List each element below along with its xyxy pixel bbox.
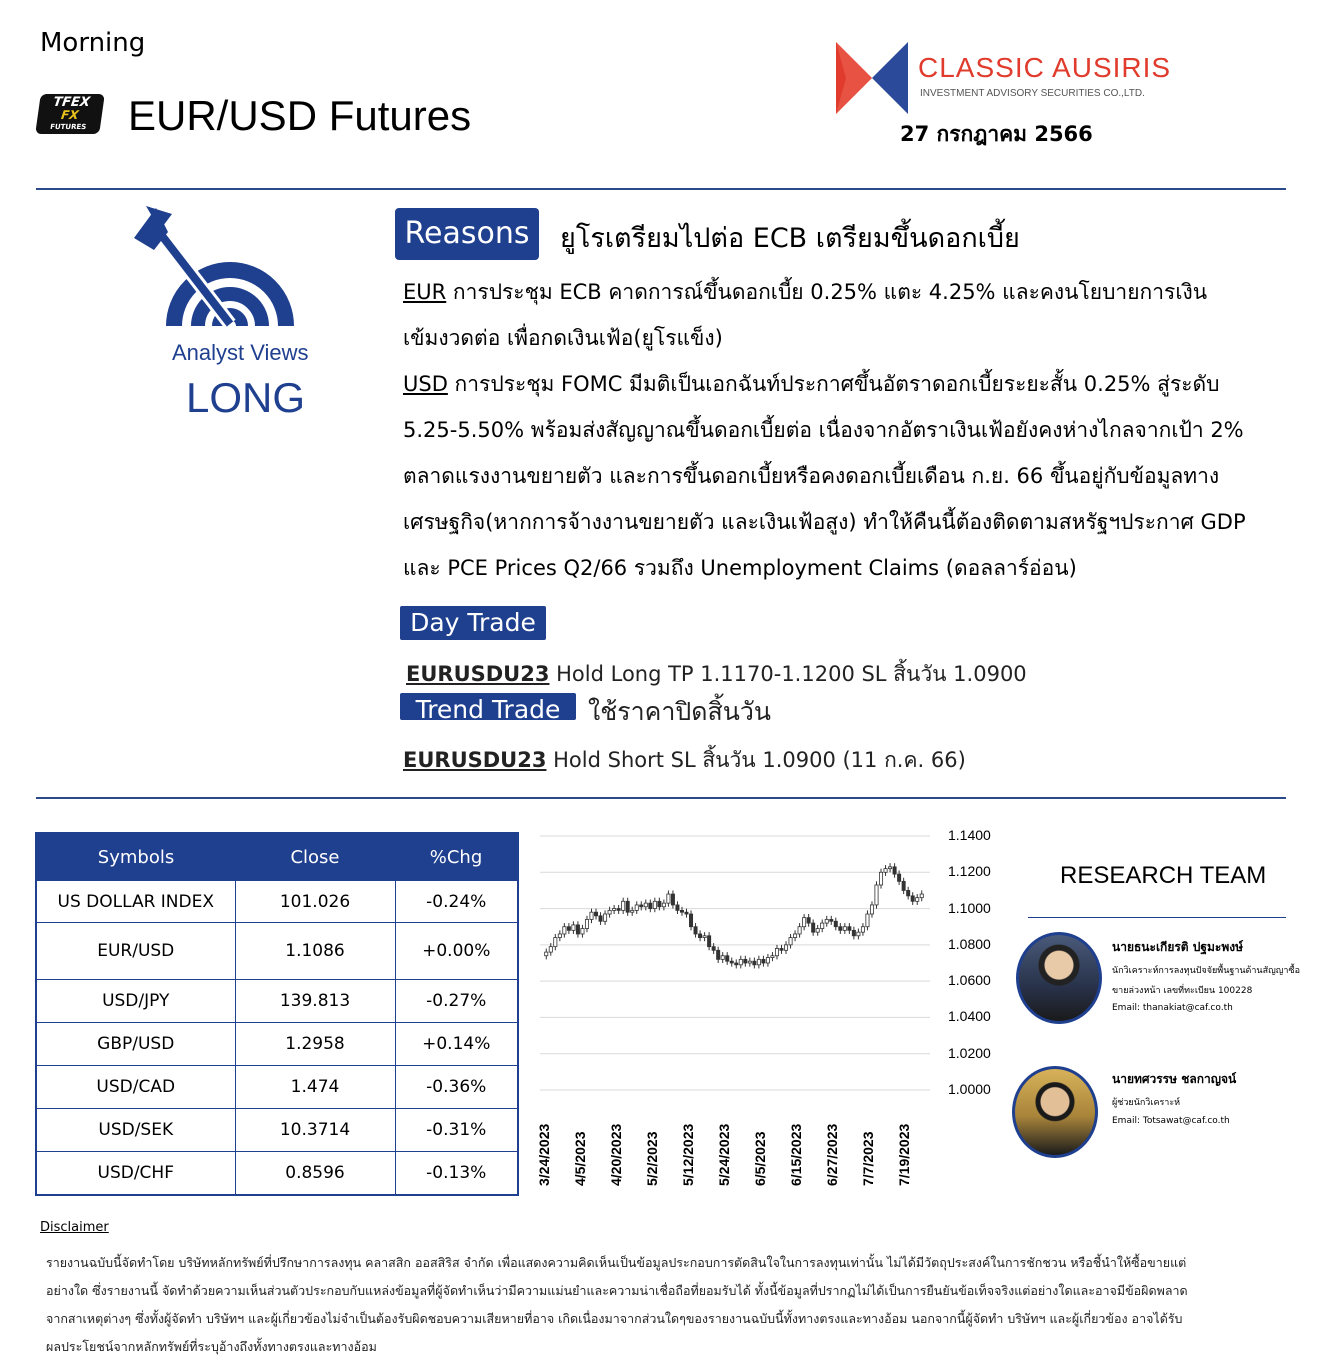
- candlestick: [834, 918, 837, 931]
- x-tick-label: 7/7/2023: [860, 1131, 876, 1186]
- x-tick-label: 6/15/2023: [788, 1123, 804, 1186]
- brand-logo-mark: [836, 42, 908, 114]
- section-divider: [36, 797, 1286, 799]
- candlestick: [685, 909, 688, 918]
- candlestick: [780, 945, 783, 954]
- header-divider: [36, 188, 1286, 190]
- cell-symbol: EUR/USD: [36, 923, 235, 980]
- candlestick: [717, 947, 720, 963]
- cell-close: 101.026: [235, 881, 395, 923]
- cell-symbol: US DOLLAR INDEX: [36, 881, 235, 923]
- candlestick: [907, 887, 910, 900]
- cell-chg: -0.13%: [395, 1152, 518, 1195]
- candlestick: [694, 923, 697, 938]
- candlestick: [748, 958, 751, 967]
- x-tick-label: 4/5/2023: [572, 1131, 588, 1186]
- candlestick: [635, 901, 638, 914]
- cell-symbol: GBP/USD: [36, 1023, 235, 1066]
- candlestick: [576, 921, 579, 937]
- candlestick: [730, 958, 733, 967]
- candlestick: [726, 952, 729, 965]
- candlestick: [567, 923, 570, 934]
- candlestick: [703, 932, 706, 941]
- candlestick: [848, 923, 851, 934]
- y-tick-label: 1.0000: [948, 1081, 991, 1097]
- member-name: นายธนะเกียรติ ปฐมะพงษ์: [1112, 940, 1244, 954]
- reasons-tag: Reasons: [395, 208, 539, 260]
- candlestick: [870, 901, 873, 917]
- table-row: [36, 1023, 518, 1066]
- candlestick: [866, 910, 869, 930]
- trend-trade-symbol: EURUSDU23: [403, 748, 547, 772]
- y-tick-label: 1.1400: [948, 827, 991, 843]
- candlestick: [744, 956, 747, 967]
- candlestick: [807, 914, 810, 927]
- candlestick: [735, 959, 738, 968]
- col-close: Close: [235, 833, 395, 881]
- candlestick: [911, 892, 914, 905]
- usd-reason-line-4: เศรษฐกิจ(หากการจ้างงานขยายตัว และเงินเฟ้อสูง) ทำให้คืนนี้ต้องติดตามสหรัฐฯประกาศ GDP: [403, 510, 1246, 534]
- candlestick: [594, 909, 597, 920]
- usd-reason-line-5: และ PCE Prices Q2/66 รวมถึง Unemployment Claims (ดอลลาร์อ่อน): [403, 556, 1077, 580]
- candlestick: [667, 890, 670, 906]
- candlestick: [812, 919, 815, 935]
- candlestick: [753, 958, 756, 969]
- brand-name: CLASSIC AUSIRIS: [918, 52, 1172, 83]
- cell-close: 0.8596: [235, 1152, 395, 1195]
- candlestick: [599, 912, 602, 925]
- candlestick: [626, 898, 629, 916]
- candlestick: [617, 905, 620, 914]
- y-tick-label: 1.0800: [948, 935, 991, 952]
- report-date: 27 กรกฎาคม 2566: [900, 122, 1093, 146]
- avatar: [1016, 932, 1102, 1024]
- trend-trade-tag: Trend Trade: [400, 693, 576, 720]
- member-email: Email: Totsawat@caf.co.th: [1112, 1116, 1230, 1126]
- candlestick: [671, 890, 674, 908]
- cell-chg: -0.24%: [395, 881, 518, 923]
- col-symbols: Symbols: [36, 833, 235, 881]
- candlestick: [676, 901, 679, 914]
- x-tick-label: 6/27/2023: [824, 1123, 840, 1186]
- member-role-2: ขายล่วงหน้า เลขที่ทะเบียน 100228: [1112, 986, 1253, 996]
- usd-reason-line-1: USD การประชุม FOMC มีมติเป็นเอกฉันท์ประกาศขึ้นอัตราดอกเบี้ยระยะสั้น 0.25% สู่ระดับ: [403, 372, 1220, 396]
- candlestick: [762, 956, 765, 967]
- cell-chg: +0.14%: [395, 1023, 518, 1066]
- target-dart-icon: [134, 206, 326, 336]
- candlestick: [563, 923, 566, 938]
- candlestick: [893, 863, 896, 878]
- cell-chg: -0.36%: [395, 1066, 518, 1109]
- candlestick: [816, 925, 819, 936]
- candlestick: [793, 930, 796, 941]
- candlestick: [830, 916, 833, 925]
- candlestick: [771, 952, 774, 961]
- candlestick: [861, 923, 864, 936]
- candlestick: [879, 869, 882, 889]
- cell-close: 1.1086: [235, 923, 395, 980]
- table-row: [36, 1152, 518, 1195]
- y-tick-label: 1.1000: [948, 899, 991, 916]
- x-tick-label: 6/5/2023: [752, 1131, 768, 1186]
- candlestick: [698, 930, 701, 941]
- y-tick-label: 1.0400: [948, 1008, 991, 1025]
- x-tick-label: 4/20/2023: [608, 1123, 624, 1186]
- trend-trade-note: ใช้ราคาปิดสิ้นวัน: [588, 697, 771, 726]
- eurusd-candlestick-chart: [540, 830, 930, 1100]
- research-team-title: RESEARCH TEAM: [1060, 862, 1267, 889]
- table-row: [36, 980, 518, 1023]
- disclaimer-title: Disclaimer: [40, 1220, 109, 1235]
- x-tick-label: 3/24/2023: [536, 1123, 552, 1186]
- eur-reason-line-1: EUR การประชุม ECB คาดการณ์ขึ้นดอกเบี้ย 0.25% แตะ 4.25% และคงนโยบายการเงิน: [403, 280, 1208, 304]
- analyst-views-label: Analyst Views: [172, 340, 309, 365]
- candlestick: [757, 956, 760, 969]
- col-chg: %Chg: [395, 833, 518, 881]
- candlestick: [653, 898, 656, 913]
- cell-close: 10.3714: [235, 1109, 395, 1152]
- day-trade-line: EURUSDU23 Hold Long TP 1.1170-1.1200 SL สิ้นวัน 1.0900: [406, 662, 1027, 686]
- eur-reason-line-2: เข้มงวดต่อ เพื่อกดเงินเฟ้อ(ยูโรแข็ง): [403, 326, 723, 350]
- candlestick: [821, 919, 824, 932]
- y-tick-label: 1.0600: [948, 972, 991, 989]
- cell-symbol: USD/CHF: [36, 1152, 235, 1195]
- table-row: [36, 1066, 518, 1109]
- x-tick-label: 5/12/2023: [680, 1123, 696, 1186]
- morning-label: Morning: [40, 28, 146, 58]
- candlestick: [888, 863, 891, 872]
- x-tick-label: 5/2/2023: [644, 1131, 660, 1186]
- cell-close: 1.474: [235, 1066, 395, 1109]
- candlestick: [581, 925, 584, 938]
- candlestick: [789, 934, 792, 949]
- candlestick: [708, 932, 711, 950]
- y-tick-label: 1.1200: [948, 863, 991, 880]
- candlestick: [852, 927, 855, 940]
- member-role: ผู้ช่วยนักวิเคราะห์: [1112, 1098, 1181, 1108]
- candlestick: [916, 894, 919, 905]
- candlestick: [875, 881, 878, 908]
- member-email: Email: thanakiat@caf.co.th: [1112, 1003, 1233, 1013]
- candlestick: [784, 941, 787, 954]
- candlestick: [558, 930, 561, 941]
- disclaimer-line: อย่างใด ซึ่งรายงานนี้ จัดทำด้วยความเห็นส่วนตัวประกอบกับแหล่งข้อมูลที่ผู้จัดทำเห็นว่ามีความแม่นยำและความน่าเชื่อถือที่ยอมรับได้ ทั้งนี้ข้อมูลที่ปรากฏไม่ได้เป็นการยืนยันข้อเท็จจริงแต่อย่างใดและอาจมีข้อผิดพลาด: [46, 1283, 1188, 1298]
- candlestick: [857, 929, 860, 940]
- candlestick: [775, 945, 778, 960]
- candlestick: [545, 948, 548, 959]
- candlestick: [689, 910, 692, 930]
- disclaimer-line: รายงานฉบับนี้จัดทำโดย บริษัทหลักทรัพย์ที่ปรึกษาการลงทุน คลาสสิก ออสสิริส จำกัด เพื่อแสดงความคิดเห็นเป็นข้อมูลประกอบการตัดสินใจในการลงทุนเท่านั้น ไม่ได้มีวัตถุประสงค์ในการชักชวน หรือชี้นำให้ซื้อขายแต่: [46, 1255, 1187, 1270]
- research-divider: [1028, 917, 1286, 918]
- avatar: [1012, 1066, 1098, 1158]
- member-role: นักวิเคราะห์การลงทุนปัจจัยพื้นฐานด้านสัญญาซื้อ: [1112, 966, 1300, 976]
- candlestick: [613, 905, 616, 914]
- quote-table-header: [36, 833, 518, 881]
- table-row: [36, 923, 518, 980]
- candlestick: [803, 914, 806, 930]
- candlestick: [739, 956, 742, 969]
- candlestick: [839, 923, 842, 934]
- reasons-headline: ยูโรเตรียมไปต่อ ECB เตรียมขึ้นดอกเบี้ย: [560, 223, 1020, 254]
- candlestick: [902, 878, 905, 894]
- x-tick-label: 5/24/2023: [716, 1123, 732, 1186]
- candlestick: [572, 921, 575, 934]
- table-row: [36, 1109, 518, 1152]
- cell-symbol: USD/CAD: [36, 1066, 235, 1109]
- y-tick-label: 1.0200: [948, 1044, 991, 1061]
- candlestick: [798, 923, 801, 938]
- day-trade-symbol: EURUSDU23: [406, 662, 550, 686]
- candlestick: [554, 934, 557, 950]
- trend-trade-line: EURUSDU23 Hold Short SL สิ้นวัน 1.0900 (11 ก.ค. 66): [403, 748, 966, 772]
- cell-chg: -0.27%: [395, 980, 518, 1023]
- candlestick: [590, 909, 593, 924]
- member-name: นายทศวรรษ ชลกาญจน์: [1112, 1072, 1237, 1086]
- disclaimer-line: ผลประโยชน์จากหลักทรัพย์ที่ระบุอ้างถึงทั้งทางตรงและทางอ้อม: [46, 1339, 377, 1354]
- brand-subtitle: INVESTMENT ADVISORY SECURITIES CO.,LTD.: [920, 88, 1145, 99]
- candlestick: [884, 865, 887, 876]
- eur-key: EUR: [403, 280, 447, 304]
- disclaimer-line: จากสาเหตุต่างๆ ซึ่งทั้งผู้จัดทำ บริษัทฯ และผู้เกี่ยวข้องไม่จำเป็นต้องรับผิดชอบความเสียหายที่อาจ เกิดเนื่องมาจากส่วนใดๆของรายงานฉบับนี้ทั้งทางตรงและทางอ้อม นอกจากนี้ผู้จัดทำ บริษัทฯ และผู้เกี่ยวข้อง อาจได้รับ: [46, 1311, 1183, 1326]
- tfex-logo: TFEX FX FUTURES: [35, 94, 105, 134]
- day-trade-tag: Day Trade: [400, 606, 546, 640]
- quote-table: [35, 832, 519, 1196]
- usd-reason-line-3: ตลาดแรงงานขยายตัว และการขึ้นดอกเบี้ยหรือคงดอกเบี้ยเดือน ก.ย. 66 ขึ้นอยู่กับข้อมูลทาง: [403, 464, 1220, 488]
- table-row: [36, 881, 518, 923]
- page-title: EUR/USD Futures: [128, 92, 472, 139]
- x-tick-label: 7/19/2023: [896, 1123, 912, 1186]
- cell-chg: -0.31%: [395, 1109, 518, 1152]
- cell-chg: +0.00%: [395, 923, 518, 980]
- candlestick: [622, 898, 625, 914]
- usd-key: USD: [403, 372, 448, 396]
- candlestick: [649, 900, 652, 913]
- cell-symbol: USD/JPY: [36, 980, 235, 1023]
- cell-close: 139.813: [235, 980, 395, 1023]
- cell-symbol: USD/SEK: [36, 1109, 235, 1152]
- cell-close: 1.2958: [235, 1023, 395, 1066]
- candlestick: [920, 890, 923, 901]
- candlestick: [766, 954, 769, 967]
- analyst-view-value: LONG: [186, 374, 306, 421]
- usd-reason-line-2: 5.25-5.50% พร้อมส่งสัญญาณขึ้นดอกเบี้ยต่อ เนื่องจากอัตราเงินเฟ้อยังคงห่างไกลจากเป้า 2%: [403, 418, 1244, 442]
- candlestick: [585, 916, 588, 932]
- candlestick: [603, 910, 606, 925]
- candlestick: [825, 916, 828, 927]
- candlestick: [721, 952, 724, 963]
- candlestick: [843, 923, 846, 934]
